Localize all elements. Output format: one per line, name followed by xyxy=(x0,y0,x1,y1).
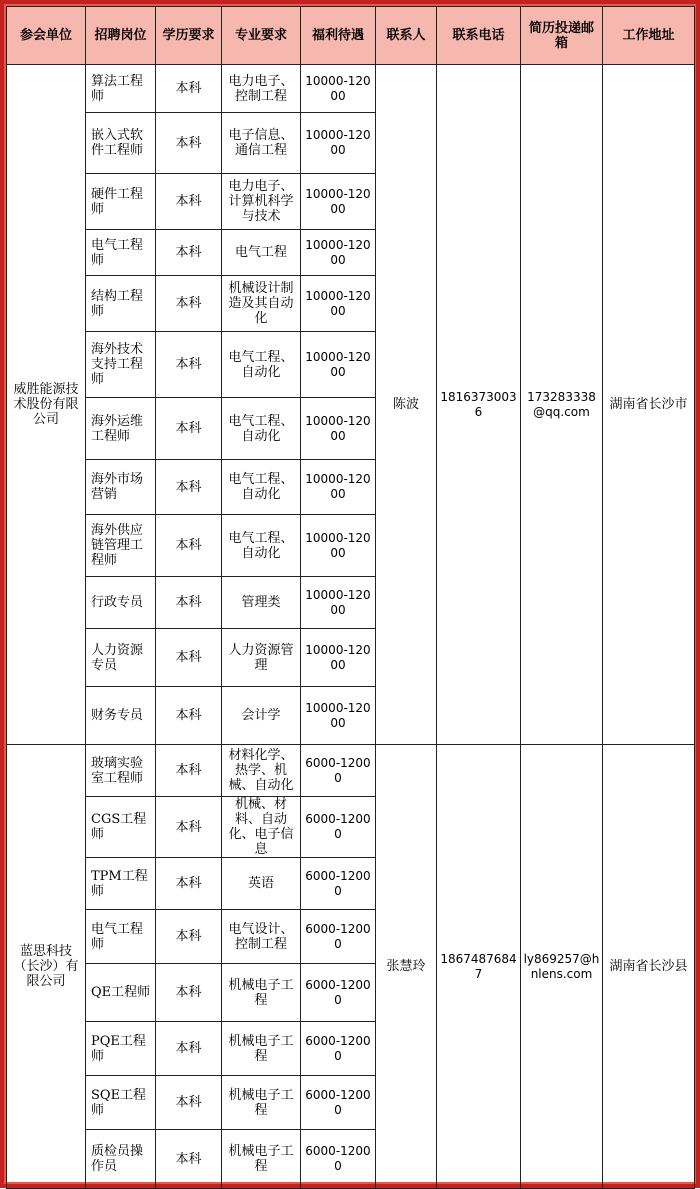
position-cell: 人力资源专员 xyxy=(86,629,156,687)
company-name-cell: 蓝思科技（长沙）有限公司 xyxy=(7,745,86,1189)
major-cell: 机械电子工程 xyxy=(222,1076,301,1130)
phone-cell: 18674876847 xyxy=(437,745,521,1189)
salary-cell: 10000-12000 xyxy=(301,629,376,687)
position-cell: QE工程师 xyxy=(86,964,156,1022)
education-cell: 本科 xyxy=(156,332,222,398)
salary-cell: 10000-12000 xyxy=(301,577,376,629)
major-cell: 会计学 xyxy=(222,687,301,745)
position-cell: 硬件工程师 xyxy=(86,174,156,230)
education-cell: 本科 xyxy=(156,515,222,577)
major-cell: 人力资源管理 xyxy=(222,629,301,687)
address-cell: 湖南省长沙县 xyxy=(603,745,695,1189)
education-cell: 本科 xyxy=(156,174,222,230)
salary-cell: 10000-12000 xyxy=(301,332,376,398)
major-cell: 机械设计制造及其自动化 xyxy=(222,276,301,332)
position-cell: 结构工程师 xyxy=(86,276,156,332)
major-cell: 管理类 xyxy=(222,577,301,629)
education-cell: 本科 xyxy=(156,964,222,1022)
position-cell: 海外供应链管理工程师 xyxy=(86,515,156,577)
position-cell: 嵌入式软件工程师 xyxy=(86,113,156,174)
major-cell: 英语 xyxy=(222,858,301,910)
major-cell: 电气设计、控制工程 xyxy=(222,910,301,964)
salary-cell: 6000-12000 xyxy=(301,797,376,858)
header-phone: 联系电话 xyxy=(437,7,521,65)
major-cell: 电力电子、计算机科学与技术 xyxy=(222,174,301,230)
company-name-cell: 威胜能源技术股份有限公司 xyxy=(7,65,86,745)
salary-cell: 6000-12000 xyxy=(301,1076,376,1130)
salary-cell: 10000-12000 xyxy=(301,65,376,113)
education-cell: 本科 xyxy=(156,276,222,332)
position-cell: 海外市场营销 xyxy=(86,460,156,515)
position-cell: 算法工程师 xyxy=(86,65,156,113)
major-cell: 材料化学、热学、机械、自动化 xyxy=(222,745,301,797)
position-cell: 海外运维工程师 xyxy=(86,398,156,460)
salary-cell: 6000-12000 xyxy=(301,964,376,1022)
salary-cell: 6000-12000 xyxy=(301,858,376,910)
salary-cell: 10000-12000 xyxy=(301,515,376,577)
major-cell: 电气工程、自动化 xyxy=(222,460,301,515)
education-cell: 本科 xyxy=(156,1130,222,1189)
education-cell: 本科 xyxy=(156,230,222,276)
phone-cell: 18163730036 xyxy=(437,65,521,745)
salary-cell: 10000-12000 xyxy=(301,230,376,276)
education-cell: 本科 xyxy=(156,65,222,113)
position-cell: 财务专员 xyxy=(86,687,156,745)
contact-cell: 张慧玲 xyxy=(376,745,437,1189)
education-cell: 本科 xyxy=(156,577,222,629)
position-cell: 电气工程师 xyxy=(86,230,156,276)
position-cell: TPM工程师 xyxy=(86,858,156,910)
education-cell: 本科 xyxy=(156,797,222,858)
position-cell: 行政专员 xyxy=(86,577,156,629)
major-cell: 电力电子、控制工程 xyxy=(222,65,301,113)
salary-cell: 10000-12000 xyxy=(301,398,376,460)
education-cell: 本科 xyxy=(156,858,222,910)
header-major: 专业要求 xyxy=(222,7,301,65)
salary-cell: 10000-12000 xyxy=(301,174,376,230)
header-row xyxy=(7,7,695,65)
table-body xyxy=(7,65,695,1189)
salary-cell: 6000-12000 xyxy=(301,1130,376,1189)
education-cell: 本科 xyxy=(156,460,222,515)
header-company: 参会单位 xyxy=(7,7,86,65)
education-cell: 本科 xyxy=(156,113,222,174)
salary-cell: 6000-12000 xyxy=(301,745,376,797)
education-cell: 本科 xyxy=(156,1022,222,1076)
education-cell: 本科 xyxy=(156,1076,222,1130)
position-cell: 电气工程师 xyxy=(86,910,156,964)
major-cell: 电气工程、自动化 xyxy=(222,398,301,460)
contact-cell: 陈波 xyxy=(376,65,437,745)
table-row xyxy=(7,745,695,797)
table-row xyxy=(7,65,695,113)
position-cell: CGS工程师 xyxy=(86,797,156,858)
header-email: 简历投递邮箱 xyxy=(521,7,603,65)
major-cell: 电气工程、自动化 xyxy=(222,515,301,577)
education-cell: 本科 xyxy=(156,687,222,745)
major-cell: 电气工程、自动化 xyxy=(222,332,301,398)
major-cell: 机械电子工程 xyxy=(222,964,301,1022)
education-cell: 本科 xyxy=(156,398,222,460)
position-cell: SQE工程师 xyxy=(86,1076,156,1130)
education-cell: 本科 xyxy=(156,910,222,964)
header-address: 工作地址 xyxy=(603,7,695,65)
position-cell: 质检员操作员 xyxy=(86,1130,156,1189)
position-cell: 海外技术支持工程师 xyxy=(86,332,156,398)
salary-cell: 10000-12000 xyxy=(301,687,376,745)
major-cell: 机械、材料、自动化、电子信息 xyxy=(222,797,301,858)
salary-cell: 10000-12000 xyxy=(301,276,376,332)
major-cell: 机械电子工程 xyxy=(222,1130,301,1189)
header-salary: 福利待遇 xyxy=(301,7,376,65)
header-contact: 联系人 xyxy=(376,7,437,65)
salary-cell: 6000-12000 xyxy=(301,1022,376,1076)
header-education: 学历要求 xyxy=(156,7,222,65)
email-cell: ly869257@hnlens.com xyxy=(521,745,603,1189)
salary-cell: 10000-12000 xyxy=(301,113,376,174)
address-cell: 湖南省长沙市 xyxy=(603,65,695,745)
education-cell: 本科 xyxy=(156,745,222,797)
salary-cell: 10000-12000 xyxy=(301,460,376,515)
header-position: 招聘岗位 xyxy=(86,7,156,65)
education-cell: 本科 xyxy=(156,629,222,687)
email-cell: 173283338@qq.com xyxy=(521,65,603,745)
recruitment-table xyxy=(6,6,695,1189)
salary-cell: 6000-12000 xyxy=(301,910,376,964)
major-cell: 电气工程 xyxy=(222,230,301,276)
major-cell: 机械电子工程 xyxy=(222,1022,301,1076)
major-cell: 电子信息、通信工程 xyxy=(222,113,301,174)
position-cell: PQE工程师 xyxy=(86,1022,156,1076)
position-cell: 玻璃实验室工程师 xyxy=(86,745,156,797)
